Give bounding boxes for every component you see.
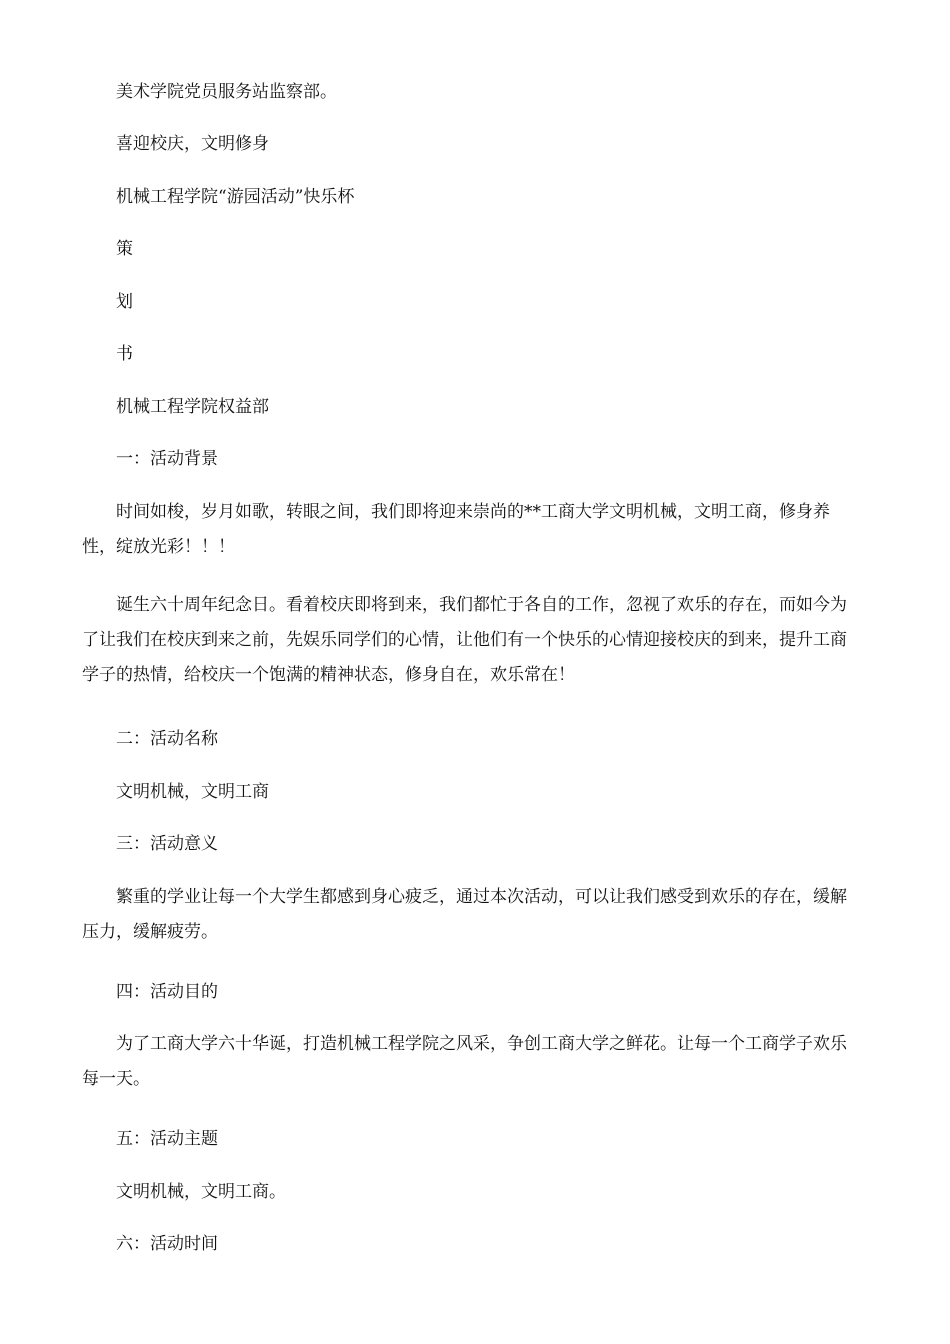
paragraph-background-2: 诞生六十周年纪念日。看着校庆即将到来，我们都忙于各自的工作，忽视了欢乐的存在，而如今为了让我们在校庆到来之前，先娱乐同学们的心情，让他们有一个快乐的心情迎接校庆的到来，提升工商学子的热情，给校庆一个饱满的精神状态，修身自在，欢乐常在！ <box>82 595 847 685</box>
section-heading-name: 二：活动名称 <box>116 729 218 749</box>
section-heading-background: 一：活动背景 <box>116 449 218 469</box>
paragraph-name: 文明机械，文明工商 <box>116 782 269 802</box>
paragraph-monitoring-dept: 美术学院党员服务站监察部。 <box>116 82 337 102</box>
section-heading-significance: 三：活动意义 <box>116 834 218 854</box>
paragraph-theme: 文明机械，文明工商。 <box>116 1182 286 1202</box>
paragraph-significance: 繁重的学业让每一个大学生都感到身心疲乏，通过本次活动，可以让我们感受到欢乐的存在，缓解压力，缓解疲劳。 <box>82 887 847 942</box>
section-heading-time: 六：活动时间 <box>116 1234 218 1254</box>
paragraph-title-char-2: 划 <box>116 292 133 312</box>
section-heading-theme: 五：活动主题 <box>116 1129 218 1149</box>
paragraph-organizer: 机械工程学院权益部 <box>116 397 269 417</box>
paragraph-purpose: 为了工商大学六十华诞，打造机械工程学院之风采，争创工商大学之鲜花。让每一个工商学子欢乐每一天。 <box>82 1034 847 1089</box>
paragraph-title-char-3: 书 <box>116 344 133 364</box>
paragraph-background-1: 时间如梭，岁月如歌，转眼之间，我们即将迎来崇尚的**工商大学文明机械，文明工商，修身养性，绽放光彩！！！ <box>82 502 830 557</box>
paragraph-event-title: 机械工程学院“游园活动”快乐杯 <box>116 187 355 207</box>
paragraph-slogan: 喜迎校庆，文明修身 <box>116 134 269 154</box>
section-heading-purpose: 四：活动目的 <box>116 982 218 1002</box>
paragraph-title-char-1: 策 <box>116 239 133 259</box>
